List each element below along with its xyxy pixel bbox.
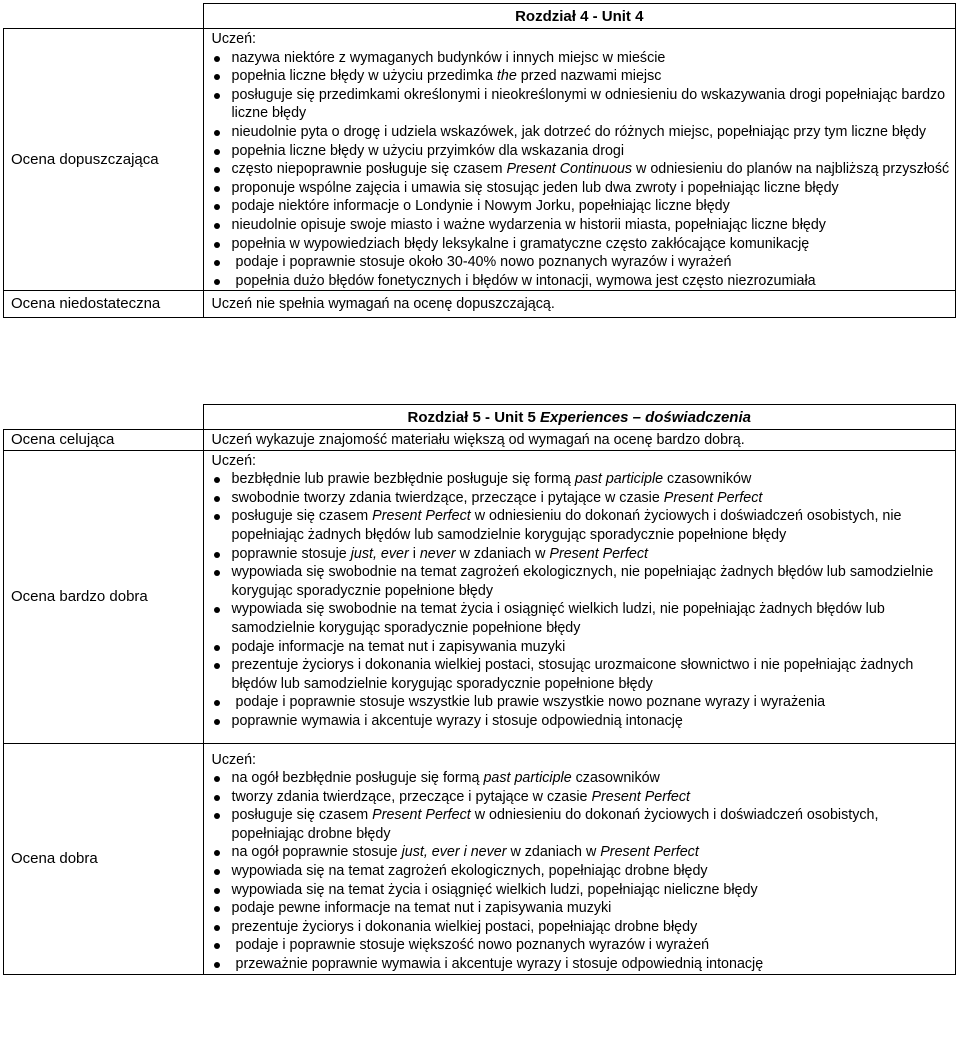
criteria-item-italic: past participle bbox=[483, 770, 572, 787]
criteria-item-italic: Present Perfect bbox=[663, 489, 763, 506]
criteria-item bbox=[212, 955, 952, 974]
criteria-item bbox=[212, 806, 952, 843]
criteria-item bbox=[212, 507, 952, 544]
criteria-item-text: na ogół poprawnie stosuje bbox=[231, 844, 402, 861]
criteria-item bbox=[212, 638, 952, 657]
criteria-item-text: wypowiada się swobodnie na temat życia i osiągnięć wielkich ludzi, nie popełniając żadnych błędów lub samodzielnie korygując sporadycznie popełnione błędy bbox=[231, 601, 885, 636]
criteria-item bbox=[212, 862, 952, 881]
criteria-niedostateczna bbox=[203, 291, 956, 318]
criteria-item-text: wypowiada się na temat życia i osiągnięć wielkich ludzi, popełniając nieliczne błędy bbox=[231, 881, 758, 898]
criteria-item-italic: Present Perfect bbox=[591, 788, 691, 805]
criteria-item bbox=[212, 936, 952, 955]
criteria-item-text: nieudolnie pyta o drogę i udziela wskazówek, jak dotrzeć do różnych miejsc, popełniając przy tym liczne błędy bbox=[231, 123, 927, 140]
criteria-item-text: poprawnie wymawia i akcentuje wyrazy i stosuje odpowiednią intonację bbox=[231, 712, 683, 729]
empty-corner-cell bbox=[4, 405, 204, 430]
criteria-item bbox=[212, 142, 952, 161]
criteria-celujaca bbox=[203, 430, 956, 451]
criteria-item bbox=[212, 693, 952, 712]
criteria-item-text: bezbłędnie lub prawie bezbłędnie posługuje się formą bbox=[231, 471, 575, 488]
criteria-item bbox=[212, 769, 952, 788]
criteria-item-italic: just, ever i never bbox=[401, 844, 507, 861]
criteria-list bbox=[212, 49, 952, 291]
criteria-item-text: w zdaniach w bbox=[506, 844, 601, 861]
grade-label-niedostateczna: Ocena niedostateczna bbox=[4, 291, 204, 318]
criteria-item bbox=[212, 489, 952, 508]
unit5-header-prefix: Rozdział 5 - Unit 5 bbox=[407, 409, 541, 426]
criteria-dobra bbox=[203, 743, 956, 974]
criteria-item-italic: just, ever bbox=[350, 545, 409, 562]
criteria-item-text: poprawnie stosuje bbox=[231, 545, 351, 562]
criteria-item-text: i bbox=[408, 545, 420, 562]
criteria-item bbox=[212, 235, 952, 254]
grade-label-celujaca: Ocena celująca bbox=[4, 430, 204, 451]
criteria-item-italic: Present Perfect bbox=[372, 508, 471, 525]
criteria-item-text: w zdaniach w bbox=[455, 545, 550, 562]
criteria-item-text: posługuje się czasem bbox=[231, 508, 373, 525]
criteria-item-text: w odniesieniu do dokonań życiowych i doświadczeń osobistych, nie popełniając żadnych błędów lub samodzielnie korygując sporadycznie popełnione błędy bbox=[231, 508, 902, 543]
criteria-bardzo-dobra bbox=[203, 450, 956, 743]
criteria-dopuszczajaca bbox=[203, 29, 956, 291]
criteria-item bbox=[212, 843, 952, 862]
criteria-item-text: w odniesieniu do dokonań życiowych i doświadczeń osobistych, popełniając drobne błędy bbox=[231, 807, 879, 842]
grade-label-bardzo-dobra: Ocena bardzo dobra bbox=[4, 450, 204, 743]
criteria-item bbox=[212, 67, 952, 86]
grade-table-unit5 bbox=[3, 404, 956, 975]
criteria-item-text: czasowników bbox=[571, 770, 660, 787]
criteria-item-italic: Present Continuous bbox=[506, 161, 633, 178]
criteria-item-text: posługuje się czasem bbox=[231, 807, 373, 824]
criteria-item-text: prezentuje życiorys i dokonania wielkiej postaci, stosując urozmaicone słownictwo i nie popełniając żadnych błędów lub samodzielnie korygując sporadycznie popełnione błędy bbox=[231, 657, 914, 692]
criteria-item bbox=[212, 788, 952, 807]
criteria-item bbox=[212, 179, 952, 198]
grade-label-dopuszczajaca: Ocena dopuszczająca bbox=[4, 29, 204, 291]
criteria-item-italic: Present Perfect bbox=[549, 545, 648, 562]
criteria-item-text: na ogół bezbłędnie posługuje się formą bbox=[231, 770, 484, 787]
criteria-item-text: popełnia dużo błędów fonetycznych i błędów w intonacji, wymowa jest często niezrozumiała bbox=[235, 272, 816, 289]
empty-corner-cell bbox=[4, 4, 204, 29]
criteria-list bbox=[212, 769, 952, 974]
criteria-item bbox=[212, 49, 952, 68]
lead-text: Uczeń: bbox=[211, 751, 256, 768]
criteria-item-italic: never bbox=[419, 545, 456, 562]
criteria-item bbox=[212, 253, 952, 272]
criteria-item-text: podaje niektóre informacje o Londynie i Nowym Jorku, popełniając liczne błędy bbox=[231, 198, 730, 215]
lead-text: Uczeń: bbox=[211, 31, 256, 47]
grade-table-unit4 bbox=[3, 3, 956, 318]
criteria-item-text: prezentuje życiorys i dokonania wielkiej postaci, popełniając drobne błędy bbox=[231, 918, 698, 935]
criteria-item-text: popełnia w wypowiedziach błędy leksykalne i gramatyczne często zakłócające komunikację bbox=[231, 235, 810, 252]
criteria-item bbox=[212, 545, 952, 564]
criteria-item bbox=[212, 899, 952, 918]
criteria-item-text: podaje i poprawnie stosuje około 30-40% nowo poznanych wyrazów i wyrażeń bbox=[235, 254, 732, 271]
criteria-item-text: popełnia liczne błędy w użyciu przedimka bbox=[231, 68, 497, 85]
criteria-item-italic: the bbox=[496, 68, 517, 85]
criteria-item-text: podaje i poprawnie stosuje większość nowo poznanych wyrazów i wyrażeń bbox=[235, 937, 710, 954]
criteria-item-text: posługuje się przedimkami określonymi i nieokreślonymi w odniesieniu do wskazywania drogi popełniając bardzo liczne błędy bbox=[231, 86, 946, 122]
criteria-item-text: często niepoprawnie posługuje się czasem bbox=[231, 161, 507, 178]
criteria-item-text: popełnia liczne błędy w użyciu przyimków dla wskazania drogi bbox=[231, 142, 625, 159]
criteria-item bbox=[212, 656, 952, 693]
criteria-item-text: przed nazwami miejsc bbox=[516, 68, 662, 85]
unit4-header: Rozdział 4 - Unit 4 bbox=[203, 4, 956, 29]
criteria-item-text: podaje i poprawnie stosuje wszystkie lub prawie wszystkie nowo poznane wyrazy i wyrażenia bbox=[235, 694, 826, 711]
criteria-item-text: czasowników bbox=[663, 471, 752, 488]
unit5-header-italic: Experiences – doświadczenia bbox=[540, 409, 751, 426]
criteria-item-text: podaje informacje na temat nut i zapisywania muzyki bbox=[231, 638, 566, 655]
criteria-item bbox=[212, 123, 952, 142]
criteria-item-text: nazywa niektóre z wymaganych budynków i innych miejsc w mieście bbox=[231, 49, 666, 66]
criteria-item-text: swobodnie tworzy zdania twierdzące, przeczące i pytające w czasie bbox=[231, 489, 664, 506]
criteria-item bbox=[212, 712, 952, 731]
criteria-list bbox=[212, 470, 952, 730]
criteria-item bbox=[212, 918, 952, 937]
criteria-item-italic: Present Perfect bbox=[600, 844, 699, 861]
criteria-item bbox=[212, 216, 952, 235]
criteria-item-italic: Present Perfect bbox=[372, 807, 471, 824]
criteria-item bbox=[212, 881, 952, 900]
criteria-item-text: nieudolnie opisuje swoje miasto i ważne wydarzenia w historii miasta, popełniając liczne błędy bbox=[231, 216, 826, 233]
grade-label-dobra: Ocena dobra bbox=[4, 743, 204, 974]
criteria-item bbox=[212, 600, 952, 637]
criteria-item-italic: past participle bbox=[574, 471, 664, 488]
criteria-item-text: tworzy zdania twierdzące, przeczące i pytające w czasie bbox=[231, 788, 592, 805]
criteria-item bbox=[212, 272, 952, 291]
criteria-item bbox=[212, 197, 952, 216]
criteria-item bbox=[212, 86, 952, 123]
celujaca-text: Uczeń wykazuje znajomość materiału większą od wymagań na ocenę bardzo dobrą. bbox=[211, 432, 745, 448]
criteria-item-text: w odniesieniu do planów na najbliższą przyszłość bbox=[632, 161, 950, 178]
criteria-item-text: wypowiada się na temat zagrożeń ekologicznych, popełniając drobne błędy bbox=[231, 863, 708, 880]
criteria-item-text: przeważnie poprawnie wymawia i akcentuje wyrazy i stosuje odpowiednią intonację bbox=[235, 956, 764, 973]
lead-text: Uczeń: bbox=[211, 452, 256, 469]
criteria-item-text: wypowiada się swobodnie na temat zagrożeń ekologicznych, nie popełniając żadnych błędów lub samodzielnie korygując sporadycznie popełnione błędy bbox=[231, 564, 934, 599]
criteria-item-text: podaje pewne informacje na temat nut i zapisywania muzyki bbox=[231, 900, 612, 917]
criteria-item-text: proponuje wspólne zajęcia i umawia się stosując jeden lub dwa zwroty i popełniając liczne błędy bbox=[231, 179, 839, 196]
criteria-item bbox=[212, 563, 952, 600]
criteria-item bbox=[212, 470, 952, 489]
unit5-header bbox=[203, 405, 956, 430]
niedostateczna-text: Uczeń nie spełnia wymagań na ocenę dopuszczającą. bbox=[211, 296, 555, 313]
criteria-item bbox=[212, 160, 952, 179]
